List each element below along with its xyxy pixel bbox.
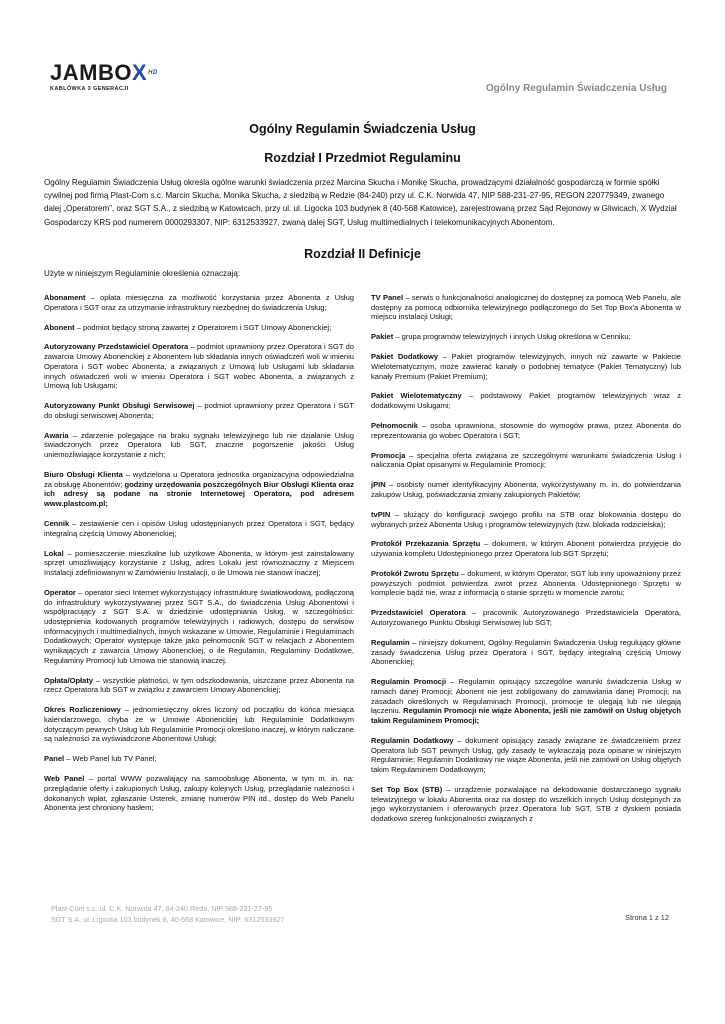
definition-entry: Regulamin Dodatkowy – dokument opisujący zasady związane ze świadczeniem przez Operatora lub SGT pewnych Usług, gdy zasady te wykraczają poza opisane w niniejszym Regulaminie; Regulamin Dodatkowy nie wiąże Abonenta, jeśli nie zamówił on Usług objętych takim Regulaminem Dodatkowym; [371,735,682,775]
definition-entry: TV Panel – serwis o funkcjonalności analogicznej do dostępnej za pomocą Web Panelu, ale dostępny za pomocą odbiornika telewizyjnego podłączonego do Set Top Box'a Abonenta w miejscu instalacji Usługi; [371,293,681,322]
definition-entry: Opłata/Opłaty – wszystkie płatności, w tym odszkodowania, uiszczane przez Abonenta na rzecz Operatora lub SGT w związku z zawarciem Umowy Abonenckiej; [44,675,354,695]
definition-entry: Operator – operator sieci Internet wykorzystujący infrastrukturę światłowodową, podłączoną do infrastruktury wykorzystywanej przez SGT S.A., do świadczenia Usług Abonentowi i współpracujący z SGT S.A. w dziedzinie udostępniania Usług, w szczególności: udostępnienia kodowanych programów telewizyjnych i radiowych, dostępu do serwisów informacyjnych i multimedialnych, innych wskazane w Umowie, Regulaminie i Regulaminach Dodatkowych; Operator występuje także jako pełnomocnik SGT w relacjach z Abonentem wynikających z zawarcia Umowy Abonenckiej, o ile Regulamin, Regulaminy Dodatkowe, Regulaminy Promocji lub Umowa nie stanowią inaczej. [44,587,354,665]
chapter-1-heading: Rozdział I Przedmiot Regulaminu [264,151,461,165]
definition-entry: Awaria – zdarzenie polegające na braku sygnału telewizyjnego lub nie działanie Usług świadczonych przez Operatora lub SGT, znaczne pogorszenie jakości Usług uniemożliwiające korzystanie z nich; [44,430,354,460]
definition-entry: Cennik – zestawienie cen i opisów Usług udostępnianych przez Operatora i SGT, będący integralną częścią Umowy Abonenckiej; [44,519,354,538]
intro-paragraph: Ogólny Regulamin Świadczenia Usług określa ogólne warunki świadczenia przez Marcina Skucha i Monikę Skucha, prowadzącymi działalność gospodarczą w formie spółki cywilnej pod firmą Plast-Com s.c. Marcin Skucha, Monika Skucha, z siedzibą w Redzie (84-240) przy ul. C.K. Norwida 47, NIP 588-231-27-95, REGON 220779349, zwanego dalej „Operatorem”, oraz SGT S.A., z siedzibą w Katowicach, przy ul. ul. Ligocka 103 budynek 8 (40-568 Katowice), zarejestrowaną przez Sąd Rejonowy w Gliwicach, X Wydział Gospodarczy KRS pod numerem 0000293307, NIP: 6312533927, zwaną dalej SGT, Usług multimedialnych i telekomunikacyjnych Abonentom. [44,178,677,227]
definition-entry: Lokal – pomieszczenie mieszkalne lub użytkowe Abonenta, w którym jest zainstalowany sprzęt umożliwiający korzystanie z Usług, adres Lokalu jest równoznaczny z Miejscem Instalacji zdefiniowanym w Zamówieniu Instalacji, o ile Umowa nie stanowi inaczej; [44,548,354,578]
definition-entry: Biuro Obsługi Klienta – wydzielona u Operatora jednostka organizacyjna odpowiedzialna za obsługę Abonentów; godziny urzędowania poszczególnych Biur Obsługi Klienta oraz ich adresy są podane na stronie Internetowej Operatora, pod adresem www.plastcom.pl; [44,470,354,509]
definition-entry: Abonent – podmiot będący stroną zawartej z Operatorem i SGT Umowy Abonenckiej; [44,322,332,332]
running-header: Ogólny Regulamin Świadczenia Usług [485,83,667,94]
definition-entry: Okres Rozliczeniowy – jednomiesięczny okres liczony od początku do końca miesiąca kalendarzowego, chyba że w Umowie Abonenckiej lub Regulaminie Dodatkowym dotyczącym pewnych Usług lub Regulaminie Promocji określono inaczej, w którym naliczane są należności za wyświadczone Abonentowi Usługi; [44,705,354,744]
definition-entry: Autoryzowany Przedstawiciel Operatora – podmiot uprawniony przez Operatora i SGT do zawarcia Umowy Abonenckiej z Abonentem lub składania innych oświadczeń woli w imieniu Operatora i SGT wobec Abonenta, a związanych z Umową lub Usługami lub składania innych oświadczeń woli w imieniu Operatora i SGT wobec Abonenta, a związanych z Umową lub Usługami; [44,342,354,391]
logo-wordmark: $JAMBOX^{HD}$ [50,60,158,85]
definitions-right-column [371,293,681,834]
definition-entry: Przedstawiciel Operatora – pracownik Autoryzowanego Przedstawiciela Operatora, Autoryzowanego Punktu Obsługi Serwisowej lub SGT; [371,608,681,628]
document-title: Ogólny Regulamin Świadczenia Usług [249,122,476,136]
definition-entry: Regulamin Promocji – Regulamin opisujący szczególne warunki świadczenia Usług w ramach danej Promocji; Abonent nie jest zobligowany do zamawiania danej Promocji; na zasadach określonych w Regulaminach Promocji, promocje te ulegają lub nie ulegają łączeniu. Regulamin Promocji nie wiąże Abonenta, jeśli nie zamówił on Usług objętych takim Regulaminem Promocji; [371,677,681,726]
definition-entry: Abonament – opłata miesięczna za możliwość korzystania przez Abonenta z Usług Operatora i SGT oraz za utrzymanie infrastruktury niezbędnej do świadczenia Usług; [44,293,354,312]
footer-line-2: SGT S.A. ul. Ligocka 103 budynek 8, 40-568 Katowice, NIP: 6312533927 [51,915,285,924]
definition-entry: Protokół Przekazania Sprzętu – dokument, w którym Abonent potwierdza przyjęcie do używania kompletu Udostępnionego przez Operatora lub SGT Sprzętu; [371,539,682,559]
jambox-logo [50,62,158,92]
definition-entry: Protokół Zwrotu Sprzętu – dokument, w którym Operator, SGT lub inny upoważniony przez powyższych podmiot potwierdza zwrot przez Abonenta Udostępnionego Sprzętu w komplecie bądź nie, wraz z informacją o stanie sprzętu w momencie zwrotu; [371,569,681,598]
definition-entry: Panel – Web Panel lub TV Panel; [44,754,157,764]
logo-tagline: KABLÓWKA 3 GENERACJI [50,86,129,92]
chapter-2-heading: Rozdział II Definicje [304,247,421,261]
definition-entry: Autoryzowany Punkt Obsługi Serwisowej – podmiot uprawniony przez Operatora i SGT do obsługi serwisowej Abonenta; [44,401,354,420]
definition-entry: Pakiet Wielotematyczny – podstawowy Pakiet programów telewizyjnych wraz z dodatkowymi Usługami; [371,391,682,411]
definition-entry: Pełnomocnik – osoba uprawniona, stosownie do wymogów prawa, przez Abonenta do reprezentowania go wobec Operatora i SGT; [371,421,681,440]
definition-entry: jPIN – osobisty numer identyfikacyjny Abonenta, wykorzystywany m. in. do potwierdzania zakupów Usług, poświadczania zmiany zakupionych Pakietów; [371,480,681,499]
definition-entry: Regulamin – niniejszy dokument, Ogólny Regulamin Świadczenia Usług regulujący główne zasady świadczenia Usług przez Operatora i SGT, będący integralną częścią Umowy Abonenckiej; [371,637,681,667]
page-number: Strona 1 z 12 [625,913,669,922]
definitions-left-column [44,293,354,823]
definition-entry: Promocja – specjalna oferta związana ze szczególnymi warunkami świadczenia Usług i naliczania Opłat opisanymi w Regulaminie Promocji; [371,450,681,470]
definition-entry: Pakiet Dodatkowy – Pakiet programów telewizyjnych, innych niż zawarte w Pakiecie Wielotematycznym, może zawierać kanały o podobnej tematyce (Pakiet Tematyczny) lub kanały Premium (Pakiet Premium); [371,352,681,381]
definitions-lead: Użyte w niniejszym Regulaminie określenia oznaczają: [44,269,241,278]
definition-entry: Web Panel – portal WWW pozwalający na samoobsługę Abonenta, w tym m. in. na: przeglądanie oferty i zakupionych Usług, zakupy kolejnych Usług, przeglądanie należności i dokonanych wpłat, zgłaszanie Usterek, zmianę numerów PIN itd., dostęp do Web Panelu Abonenta jest chroniony hasłem; [44,774,354,813]
definition-entry: tvPIN – służący do konfiguracji swojego profilu na STB oraz blokowania dostępu do wybranych przez Abonenta Usług i programów telewizyjnych (tzw. blokada rodzicielska); [371,509,681,529]
footer-line-1: Plast-Com s.c. ul. C.K. Norwida 47, 84-240 Reda, NIP 588-231-27-95 [51,904,273,913]
footer-company-info [51,903,284,925]
definition-entry: Pakiet – grupa programów telewizyjnych i innych Usług określona w Cenniku; [371,332,631,342]
definition-entry: Set Top Box (STB) – urządzenie pozwalające na dekodowanie dostarczanego sygnału telewizyjnego w lokalu Abonenta oraz na dostęp do wszelkich innych Usług dostępnych za jego wykorzystaniem i oferowanych przez Operatora lub SGT, STB z dyskiem posiada dodatkowo szereg funkcjonalności związanych z [371,784,681,824]
